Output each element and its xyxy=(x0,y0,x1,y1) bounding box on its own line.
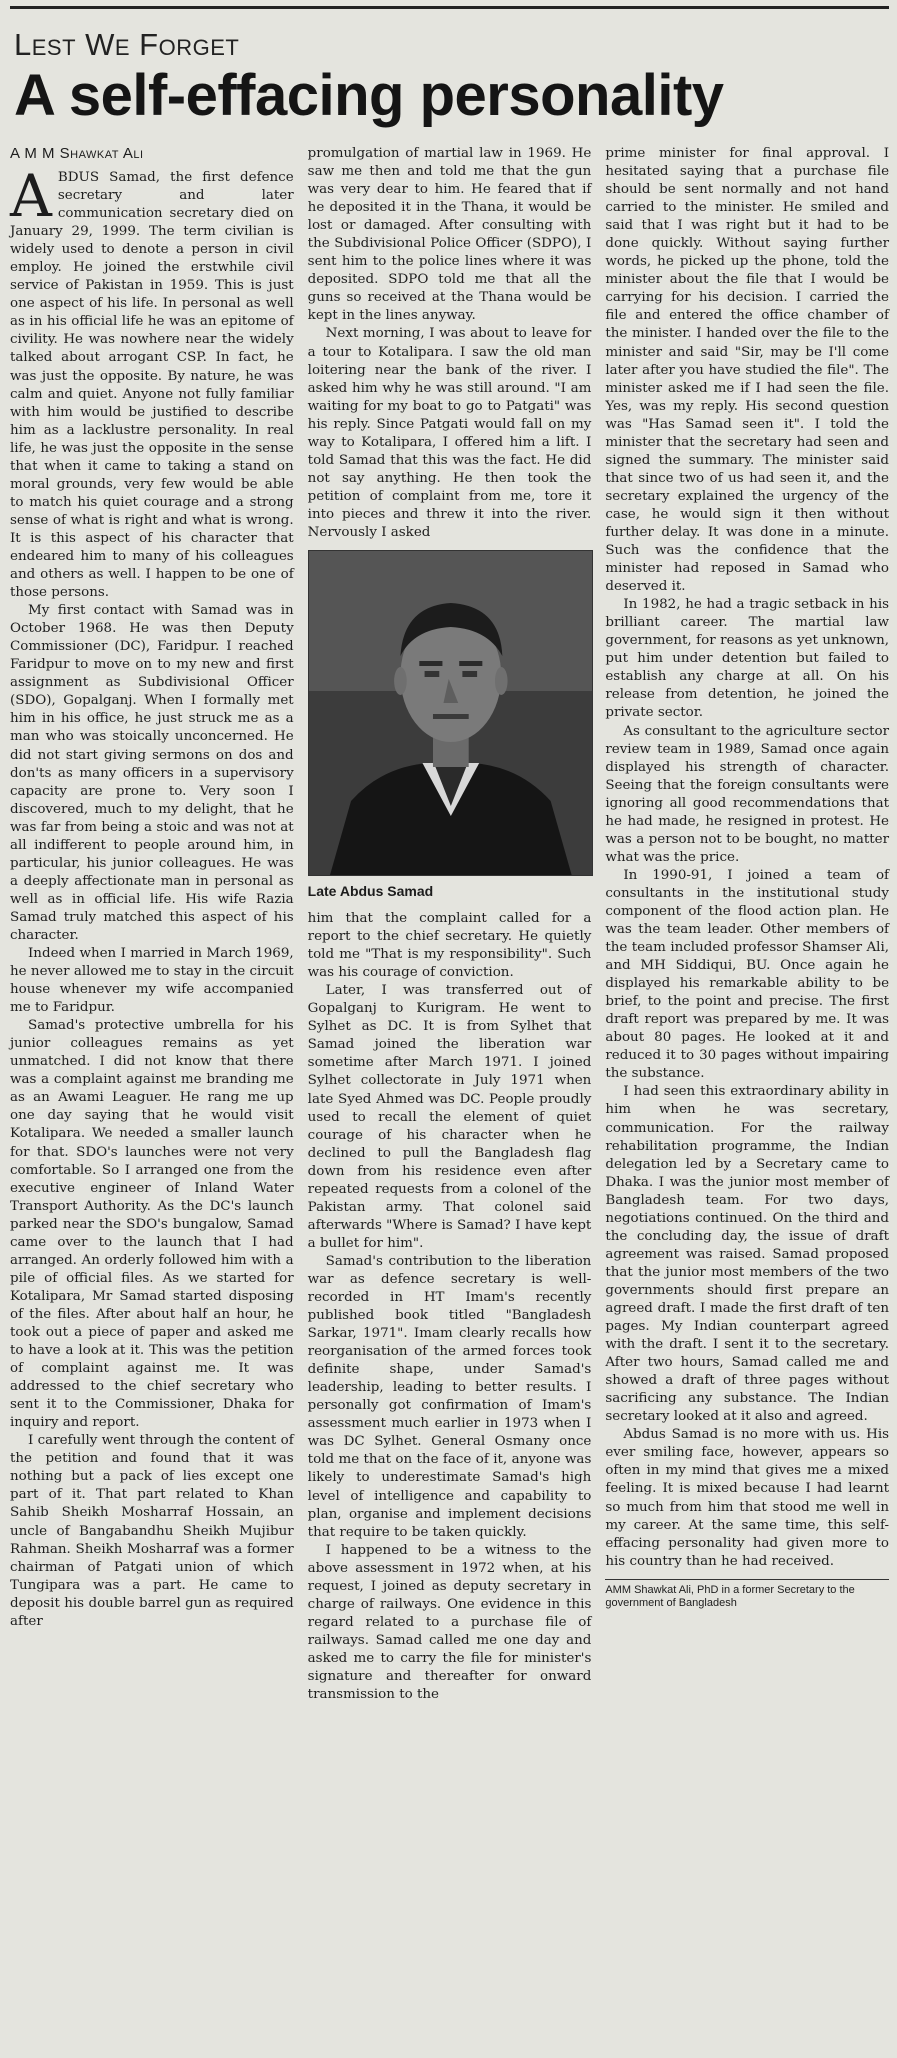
headline: A self-effacing personality xyxy=(14,63,724,128)
author-footnote: AMM Shawkat Ali, PhD in a former Secretary to the government of Bangladesh xyxy=(605,1583,855,1609)
column-1 xyxy=(10,145,294,1631)
article-columns xyxy=(10,145,889,1704)
paragraph: promulgation of martial law in 1969. He saw me then and told me that the gun was very dear to him. He feared that if he deposited it in the Thana, it would be lost or damaged. After consulting with the Subdivisional Police Officer (SDPO), I sent him to the police lines where it was deposited. SDPO told me that all the guns so received at the Thana would be kept in the lines anyway. xyxy=(307,146,592,324)
photo-caption: Late Abdus Samad xyxy=(307,883,434,900)
section-kicker: Lest We Forget xyxy=(14,27,240,62)
paragraph: My first contact with Samad was in October 1968. He was then Deputy Commissioner (DC), Faridpur. I reached Faridpur to move on to my new and first assignment as Subdivisional Officer (SDO), Gopalganj. When I formally met him in his office, he just struck me as a man who was stoically unconcerned. He did not start giving sermons on dos and don'ts as many officers in a supervisory capacity are prone to. Very soon I discovered, much to my delight, that he was far from being a stoic and was not at all indifferent to people around him, in particular, his junior colleagues. He was a deeply affectionate man in personal as well as in official life. His wife Razia Samad truly matched this aspect of his character. xyxy=(10,603,294,943)
paragraph: I had seen this extraordinary ability in him when he was secretary, communication. For the railway rehabilitation programme, the Indian delegation led by a Secretary came to Dhaka. I was the junior most member of Bangladesh team. For two days, negotiations continued. On the third and the concluding day, the issue of draft agreement was raised. Samad proposed that the junior most members of the two governments should first prepare an agreed draft. I made the first draft of ten pages. My Indian counterpart agreed with the draft. I sent it to the secretary. After two hours, Samad called me and showed a draft of three pages without sacrificing any substance. The Indian secretary looked at it also and agreed. xyxy=(605,1084,890,1425)
footnote-rule xyxy=(605,1579,889,1580)
paragraph: Samad's protective umbrella for his junior colleagues remains as yet unmatched. I did not know that there was a complaint against me branding me as an Awami Leaguer. He rang me up one day saying that he would visit Kotalipara. We needed a smaller launch for that. SDO's launches were not very comfortable. So I arranged one from the executive engineer of Inland Water Transport Authority. As the DC's launch parked near the SDO's bungalow, Samad came over to the launch that I had arranged. An orderly followed him with a pile of official files. As we started for Kotalipara, Mr Samad started disposing of the files. After about half an hour, he took out a piece of paper and asked me to have a look at it. This was the petition of complaint against me. It was addressed to the chief secretary who sent it to the Commissioner, Dhaka for inquiry and report. xyxy=(10,1018,294,1431)
portrait-photo xyxy=(308,550,594,876)
column-3 xyxy=(605,145,889,1610)
paragraph: Indeed when I married in March 1969, he never allowed me to stay in the circuit house whenever my wife accompanied me to Faridpur. xyxy=(10,946,294,1016)
paragraph: Samad's contribution to the liberation war as defence secretary is well-recorded in HT Imam's recently published book titled "Bangladesh Sarkar, 1971". Imam clearly recalls how reorganisation of the armed forces took definite shape, under Samad's leadership, leading to better results. I personally got confirmation of Imam's assessment much earlier in 1973 when I was DC Sylhet. General Osmany once told me that on the face of it, anyone was likely to underestimate Samad's high level of intelligence and capability to plan, organise and implement decisions that require to be taken quickly. xyxy=(307,1253,592,1540)
paragraph: In 1990-91, I joined a team of consultants in the institutional study component of the flood action plan. He was the team leader. Other members of the team included professor Shamser Ali, and MH Siddiqui, BU. Once again he displayed his remarkable ability to be brief, to the point and precise. The first draft report was prepared by me. It was about 80 pages. He looked at it and reduced it to 30 pages without impairing the substance. xyxy=(605,867,890,1082)
paragraph: In 1982, he had a tragic setback in his brilliant career. The martial law government, for reasons as yet unknown, put him under detention but failed to establish any charge at all. On his release from detention, he joined the private sector. xyxy=(605,597,890,721)
paragraph: I carefully went through the content of the petition and found that it was nothing but a pack of lies except one part of it. That part related to Khan Sahib Sheikh Mosharraf Hossain, an uncle of Bangabandhu Sheikh Mujibur Rahman. Sheikh Mosharraf was a former chairman of Patgati union of which Tungipara was a part. He came to deposit his double barrel gun as required after xyxy=(10,1433,294,1629)
drop-cap: A xyxy=(10,162,52,230)
column-2 xyxy=(308,145,592,1704)
paragraph: Later, I was transferred out of Gopalganj to Kurigram. He went to Sylhet as DC. It is from Sylhet that Samad joined the liberation war sometime after March 1971. I joined Sylhet collectorate in July 1971 when late Syed Ahmed was DC. People proudly used to recall the element of quiet courage of his character when he declined to pull the Bangladesh flag down from his residence even after repeated requests from a colonel of the Pakistan army. That colonel said afterwards "Where is Samad? I have kept a bullet for him". xyxy=(307,983,592,1251)
paragraph: Next morning, I was about to leave for a tour to Kotalipara. I saw the old man loitering near the bank of the river. I asked him why he was still around. "I am waiting for my boat to go to Patgati" was his reply. Since Patgati would fall on my way to Kotalipara, I offered him a lift. I told Samad that this was the fact. He did not say anything. He then took the petition of complaint from me, tore it into pieces and threw it into the river. Nervously I asked xyxy=(307,326,592,540)
paragraph xyxy=(10,162,294,602)
paragraph: prime minister for final approval. I hesitated saying that a purchase file should be sent normally and not hand carried to the minister. He smiled and said that I was right but it had to be done quickly. Without saying further words, he picked up the phone, told the minister about the file that I would be carrying for his decision. I carried the file and entered the office chamber of the minister. I handed over the file to the minister and said "Sir, may be I'll come later after you have studied the file". The minister asked me if I had seen the file. Yes, was my reply. His second question was "Has Samad seen it". I told the minister that the secretary had seen and signed the summary. The minister said that since two of us had seen it, and the secretary explained the urgency of the case, he would sign it then without further delay. It was done in a minute. Such was the confidence that the minister had reposed in Samad who deserved it. xyxy=(605,146,890,595)
paragraph: I happened to be a witness to the above assessment in 1972 when, at his request, I joined as deputy secretary in charge of railways. One evidence in this regard related to a purchase file of railways. Samad called me one day and asked me to carry the file for minister's signature and thereafter for onward transmission to the xyxy=(307,1542,592,1703)
paragraph: As consultant to the agriculture sector review team in 1989, Samad once again displayed his strength of character. Seeing that the foreign consultants were ignoring all good recommendations that he had made, he resigned in protest. He was a person not to be bought, no matter what was the price. xyxy=(605,723,890,865)
top-rule xyxy=(10,6,889,9)
byline: A M M Shawkat Ali xyxy=(10,145,144,162)
paragraph: him that the complaint called for a report to the chief secretary. He quietly told me "That is my responsibility". Such was his courage of conviction. xyxy=(307,911,592,981)
paragraph: Abdus Samad is no more with us. His ever smiling face, however, appears so often in my mind that gives me a mixed feeling. It is mixed because I had learnt so much from him that stood me well in my career. At the same time, this self-effacing personality had given more to his country than he had received. xyxy=(605,1427,890,1569)
portrait-illustration xyxy=(309,551,593,875)
paragraph-text: BDUS Samad, the first defence secretary and later communication secretary died on January 29, 1999. The term civilian is widely used to denote a person in civil employ. He joined the erstwhile civil service of Pakistan in 1959. This is just one aspect of his life. In personal as well as in his official life he was an epitome of civility. He was nowhere near the widely talked about arrogant CSP. In fact, he was just the opposite. By nature, he was calm and quiet. Anyone not fully familiar with him would be justified to describe him as a lacklustre personality. In real life, he was just the opposite in the sense that when it came to taking a stand on moral grounds, very few would be able to match his quiet courage and a strong sense of what is right and what is wrong. It is this aspect of his character that endeared him to many of his colleagues and others as well. I happen to be one of those persons. xyxy=(10,170,294,601)
